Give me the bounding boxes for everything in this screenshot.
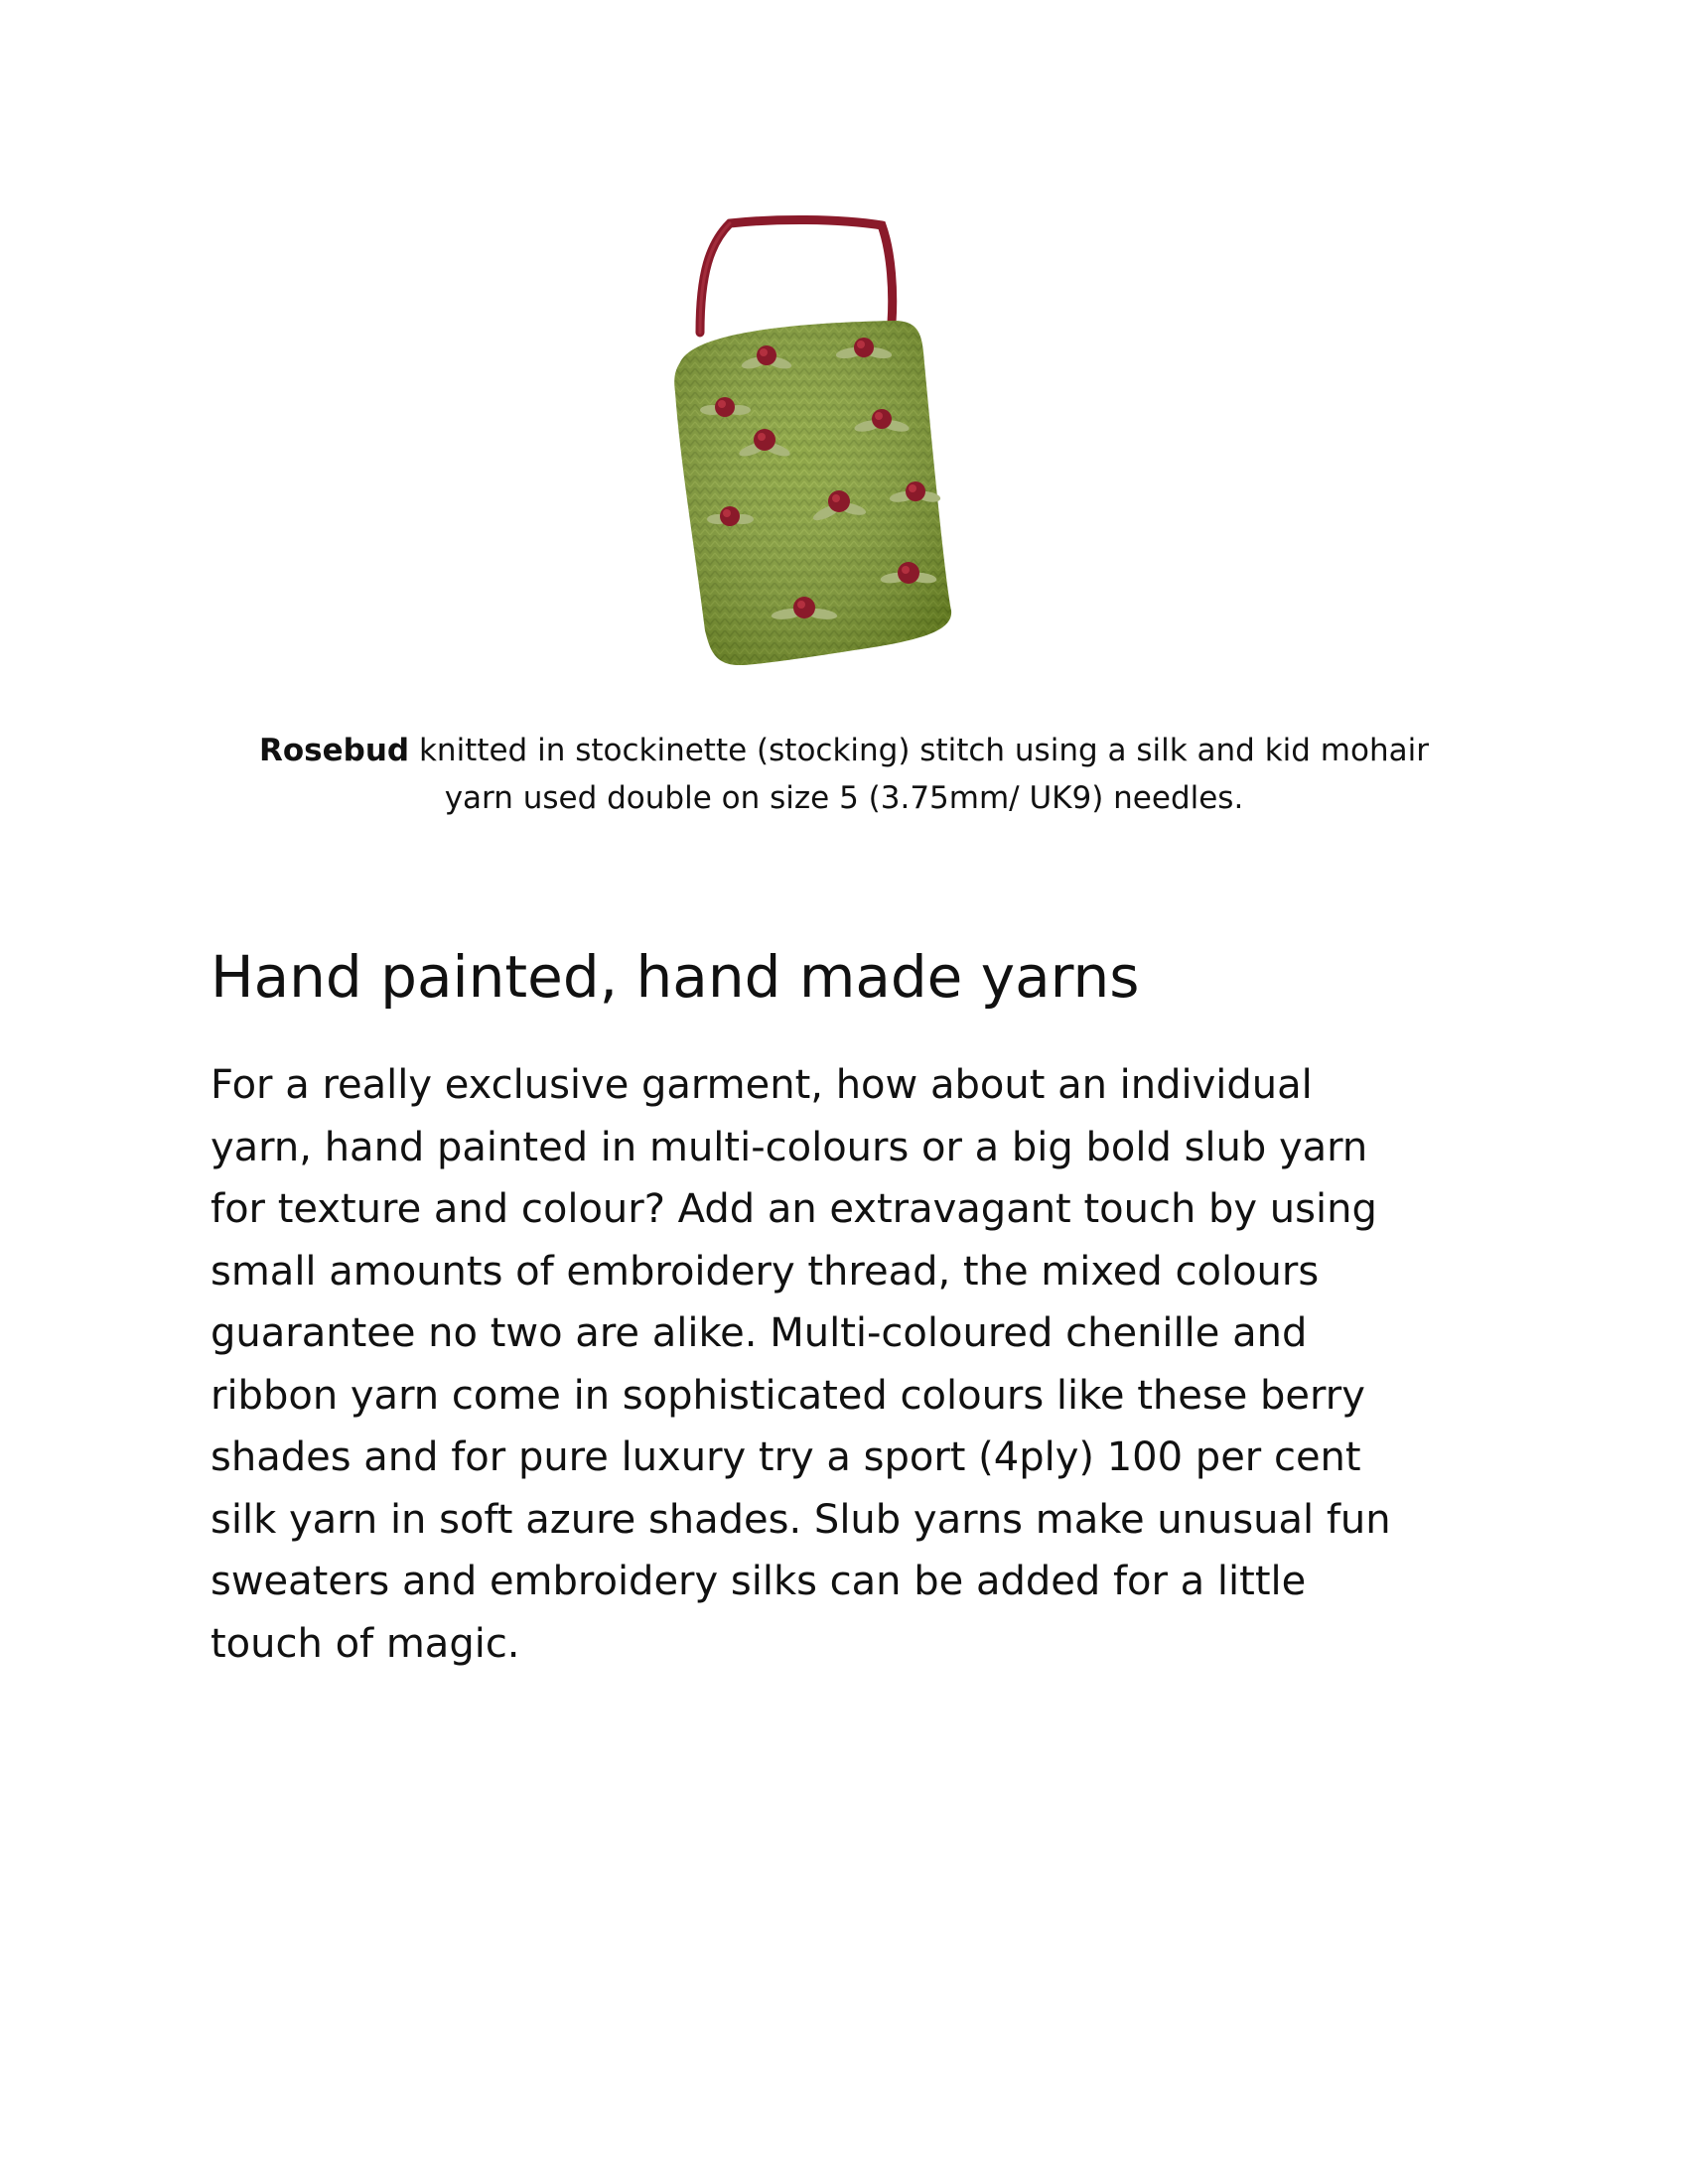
body-line: For a really exclusive garment, how about an individual [211, 1062, 1313, 1108]
body-line: ribbon yarn come in sophisticated colours like these berry [211, 1372, 1365, 1419]
body-line: touch of magic. [211, 1620, 520, 1667]
caption-text-1: knitted in stockinette (stocking) stitch using a silk and kid mohair [409, 733, 1429, 768]
photo-caption [211, 727, 1477, 822]
caption-line-1 [211, 727, 1477, 774]
body-line: small amounts of embroidery thread, the mixed colours [211, 1248, 1320, 1295]
caption-line-2: yarn used double on size 5 (3.75mm/ UK9) needles. [444, 780, 1244, 816]
body-line: yarn, hand painted in multi-colours or a big bold slub yarn [211, 1124, 1368, 1170]
caption-title: Rosebud [259, 733, 410, 768]
body-line: silk yarn in soft azure shades. Slub yarns make unusual fun [211, 1496, 1391, 1543]
body-line: sweaters and embroidery silks can be added for a little [211, 1559, 1307, 1604]
body-line: for texture and colour? Add an extravagant touch by using [211, 1186, 1377, 1232]
rosebud-bag-photo [655, 213, 1033, 670]
section-heading: Hand painted, hand made yarns [211, 943, 1140, 1011]
body-line: guarantee no two are alike. Multi-coloured chenille and [211, 1310, 1308, 1356]
body-paragraph [211, 1054, 1501, 1675]
ribbon-handle [700, 219, 893, 333]
body-line: shades and for pure luxury try a sport (4ply) 100 per cent [211, 1434, 1361, 1480]
